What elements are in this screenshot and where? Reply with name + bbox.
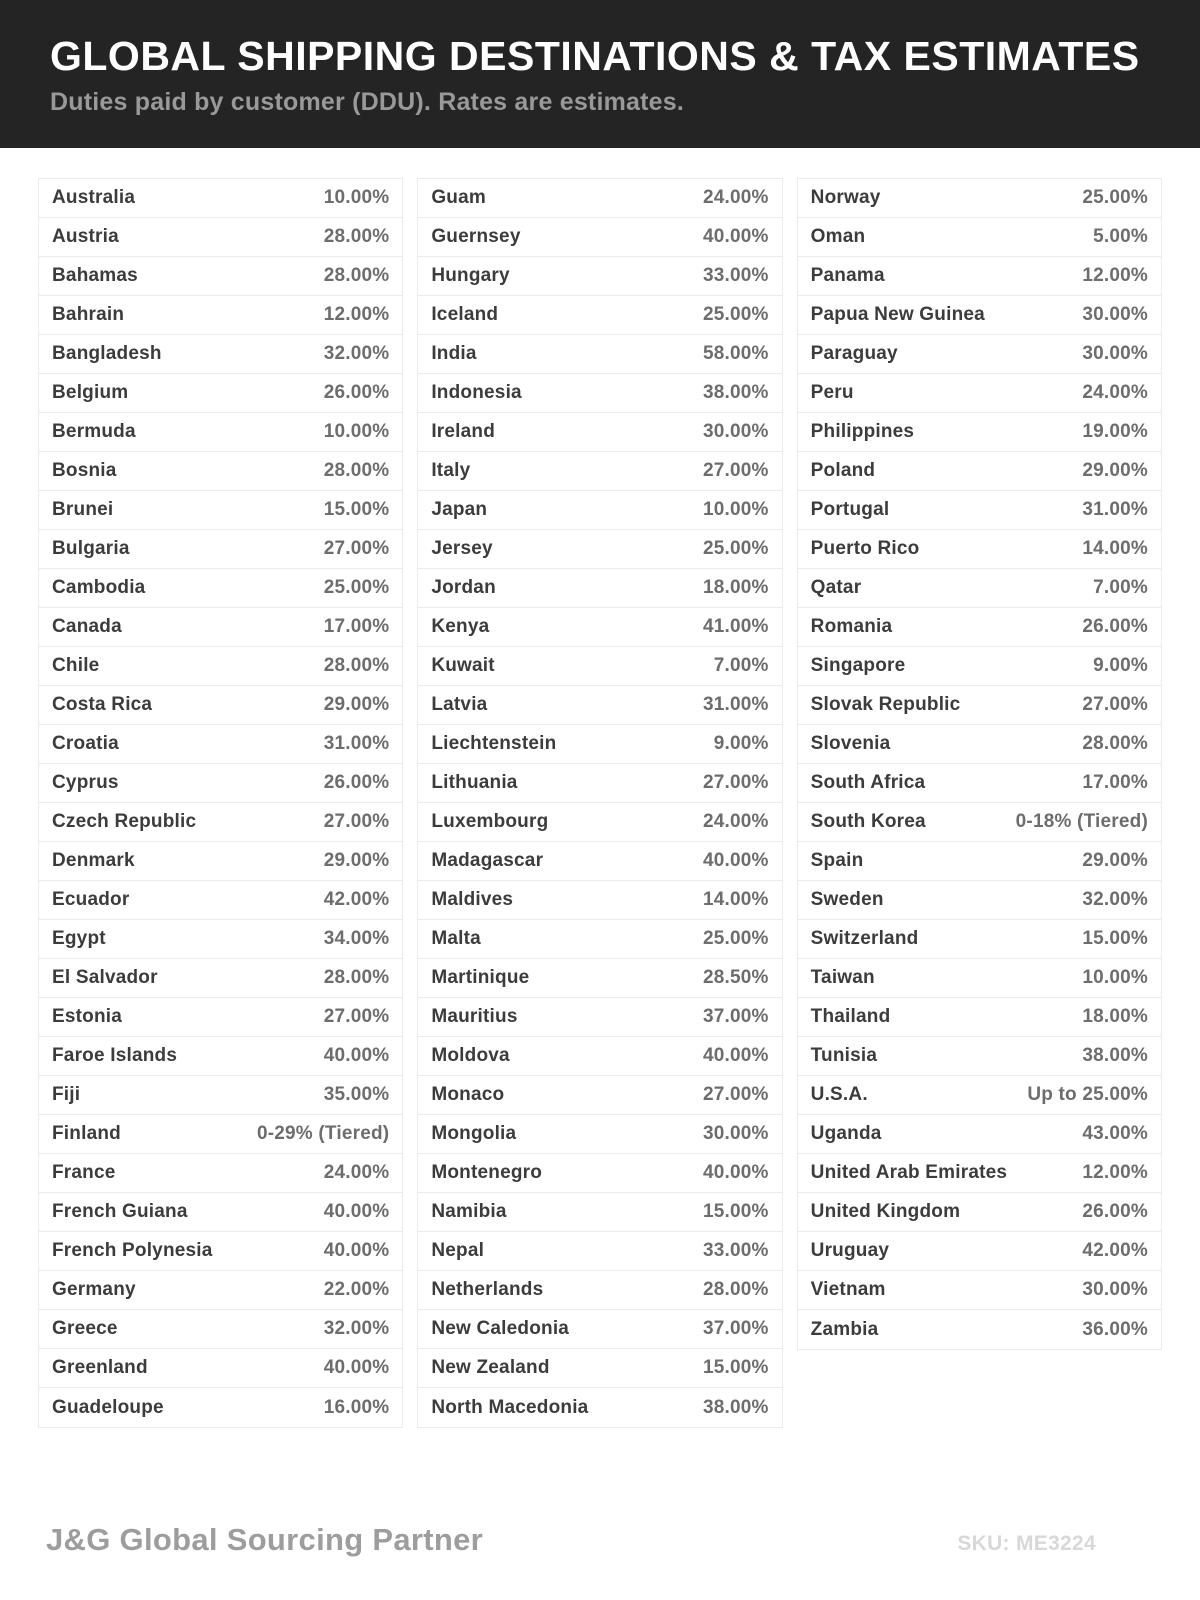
table-row <box>798 725 1161 764</box>
rate-value: 29.00% <box>323 694 390 715</box>
country-label: Norway <box>810 187 881 208</box>
rate-value: 17.00% <box>323 616 390 637</box>
country-label: Luxembourg <box>431 811 549 832</box>
country-label: Egypt <box>52 928 106 949</box>
country-label: Moldova <box>431 1045 510 1066</box>
sku-label: SKU: ME3224 <box>957 1532 1096 1555</box>
rate-value: 36.00% <box>1082 1318 1148 1340</box>
rate-value: 18.00% <box>1082 1006 1148 1027</box>
table-row <box>39 179 402 218</box>
table-row <box>798 413 1161 452</box>
table-row <box>418 296 781 335</box>
table-row <box>418 764 781 803</box>
table-row <box>39 1154 402 1193</box>
table-row <box>39 413 402 452</box>
rate-value: 40.00% <box>323 1240 390 1261</box>
country-label: Sweden <box>810 889 884 910</box>
country-label: Taiwan <box>810 967 875 988</box>
country-label: Cyprus <box>52 772 119 793</box>
country-label: Liechtenstein <box>431 733 557 754</box>
country-label: Austria <box>52 226 119 247</box>
table-row <box>39 491 402 530</box>
country-label: Lithuania <box>431 772 518 793</box>
country-label: Denmark <box>52 850 135 871</box>
table-row <box>418 452 781 491</box>
table-row <box>39 374 402 413</box>
table-row <box>798 803 1161 842</box>
rate-value: 26.00% <box>323 772 390 793</box>
country-label: Romania <box>810 616 893 637</box>
table-row <box>798 920 1161 959</box>
rate-value: 12.00% <box>323 304 390 325</box>
table-row <box>418 1232 781 1271</box>
rate-value: 10.00% <box>1082 967 1148 988</box>
country-label: Indonesia <box>431 382 522 403</box>
rate-value: 32.00% <box>323 343 390 364</box>
table-row <box>39 1115 402 1154</box>
table-row <box>418 881 781 920</box>
rate-value: 40.00% <box>323 1045 390 1066</box>
rate-value: 9.00% <box>713 733 769 754</box>
country-label: Philippines <box>810 421 915 442</box>
table-row <box>39 1193 402 1232</box>
rate-value: 30.00% <box>703 1123 769 1144</box>
country-label: New Caledonia <box>431 1318 570 1339</box>
country-label: Qatar <box>810 577 862 598</box>
country-label: Kuwait <box>431 655 495 676</box>
country-label: Mauritius <box>431 1006 518 1027</box>
rate-value: 24.00% <box>703 811 769 832</box>
table-row <box>39 725 402 764</box>
table-row <box>798 491 1161 530</box>
country-label: French Polynesia <box>52 1240 213 1261</box>
rate-value: 9.00% <box>1093 655 1148 676</box>
rate-value: 40.00% <box>703 1162 769 1183</box>
rate-value: 10.00% <box>703 499 769 520</box>
table-row <box>798 998 1161 1037</box>
rate-value: 30.00% <box>1082 304 1148 325</box>
table-row <box>39 608 402 647</box>
table-row <box>418 725 781 764</box>
country-label: Ecuador <box>52 889 130 910</box>
rate-value: 25.00% <box>703 538 769 559</box>
country-label: Madagascar <box>431 850 544 871</box>
rate-value: 27.00% <box>323 538 390 559</box>
rate-value: 40.00% <box>323 1201 390 1222</box>
table-row <box>798 842 1161 881</box>
country-label: Switzerland <box>810 928 919 949</box>
table-row <box>798 1232 1161 1271</box>
rate-value: 35.00% <box>323 1084 390 1105</box>
table-row <box>418 530 781 569</box>
table-row <box>798 335 1161 374</box>
table-row <box>39 530 402 569</box>
table-row <box>418 1154 781 1193</box>
rate-value: 28.00% <box>323 655 390 676</box>
country-label: Bulgaria <box>52 538 130 559</box>
rate-value: 10.00% <box>323 421 390 442</box>
table-row <box>39 1271 402 1310</box>
country-label: South Korea <box>810 811 926 832</box>
country-label: Kenya <box>431 616 490 637</box>
rate-value: 0-18% (Tiered) <box>1015 811 1148 832</box>
table-row <box>39 920 402 959</box>
country-label: Tunisia <box>810 1045 878 1066</box>
country-label: India <box>431 343 477 364</box>
table-row <box>39 1076 402 1115</box>
table-row <box>418 179 781 218</box>
rate-column <box>38 178 403 1428</box>
country-label: Germany <box>52 1279 136 1300</box>
table-row <box>39 1388 402 1427</box>
rate-value: 27.00% <box>703 460 769 481</box>
rate-value: 40.00% <box>703 226 769 247</box>
rate-value: 28.00% <box>323 265 390 286</box>
country-label: Nepal <box>431 1240 485 1261</box>
rate-value: 34.00% <box>323 928 390 949</box>
rate-value: 24.00% <box>323 1162 390 1183</box>
country-label: Paraguay <box>810 343 898 364</box>
table-row <box>798 179 1161 218</box>
table-row <box>798 686 1161 725</box>
table-row <box>418 413 781 452</box>
rate-value: 28.00% <box>1082 733 1148 754</box>
table-row <box>39 1310 402 1349</box>
rate-value: 33.00% <box>703 1240 769 1261</box>
country-label: Guernsey <box>431 226 521 247</box>
table-row <box>418 1076 781 1115</box>
table-row <box>798 647 1161 686</box>
table-row <box>418 998 781 1037</box>
rate-value: 33.00% <box>703 265 769 286</box>
rate-value: 25.00% <box>323 577 390 598</box>
table-row <box>418 1388 781 1427</box>
country-label: Uganda <box>810 1123 882 1144</box>
table-row <box>418 608 781 647</box>
country-label: Bosnia <box>52 460 117 481</box>
table-row <box>39 998 402 1037</box>
rate-value: 15.00% <box>703 1201 769 1222</box>
table-row <box>39 686 402 725</box>
country-label: Zambia <box>810 1318 879 1340</box>
country-label: Guam <box>431 187 486 208</box>
country-label: Guadeloupe <box>52 1396 164 1418</box>
country-label: Estonia <box>52 1006 123 1027</box>
table-row <box>418 959 781 998</box>
rate-value: 22.00% <box>323 1279 390 1300</box>
table-row <box>798 374 1161 413</box>
rate-value: 28.00% <box>323 967 390 988</box>
country-label: Vietnam <box>810 1279 886 1300</box>
country-label: Peru <box>810 382 854 403</box>
table-row <box>418 569 781 608</box>
rate-value: 38.00% <box>703 382 769 403</box>
country-label: Greece <box>52 1318 118 1339</box>
brand-name: J&G Global Sourcing Partner <box>46 1522 484 1557</box>
country-label: Singapore <box>810 655 906 676</box>
country-label: Malta <box>431 928 481 949</box>
country-label: El Salvador <box>52 967 158 988</box>
rate-value: 29.00% <box>1082 850 1148 871</box>
rate-value: 7.00% <box>713 655 769 676</box>
table-row <box>798 1037 1161 1076</box>
country-label: France <box>52 1162 116 1183</box>
rate-value: 15.00% <box>703 1357 769 1378</box>
rate-value: 30.00% <box>1082 343 1148 364</box>
country-label: United Kingdom <box>810 1201 961 1222</box>
country-label: Canada <box>52 616 122 637</box>
country-label: Netherlands <box>431 1279 544 1300</box>
rate-value: 42.00% <box>1082 1240 1148 1261</box>
rate-value: 42.00% <box>323 889 390 910</box>
country-label: Spain <box>810 850 864 871</box>
rate-value: 14.00% <box>703 889 769 910</box>
table-row <box>798 1193 1161 1232</box>
table-row <box>39 452 402 491</box>
table-row <box>798 1310 1161 1349</box>
rate-value: 32.00% <box>323 1318 390 1339</box>
country-label: Martinique <box>431 967 530 988</box>
rate-value: Up to 25.00% <box>1027 1084 1148 1105</box>
table-row <box>418 1037 781 1076</box>
country-label: Fiji <box>52 1084 81 1105</box>
rate-value: 38.00% <box>1082 1045 1148 1066</box>
table-row <box>798 1154 1161 1193</box>
country-label: Oman <box>810 226 866 247</box>
rate-value: 12.00% <box>1082 265 1148 286</box>
country-label: Bermuda <box>52 421 136 442</box>
country-label: Bangladesh <box>52 343 162 364</box>
rate-value: 27.00% <box>323 1006 390 1027</box>
table-row <box>418 1115 781 1154</box>
table-row <box>39 959 402 998</box>
table-row <box>418 335 781 374</box>
table-row <box>39 218 402 257</box>
table-row <box>39 647 402 686</box>
header-banner <box>0 0 1200 148</box>
table-row <box>418 803 781 842</box>
rate-value: 27.00% <box>1082 694 1148 715</box>
rate-value: 26.00% <box>323 382 390 403</box>
page-subtitle: Duties paid by customer (DDU). Rates are estimates. <box>50 88 685 117</box>
rate-value: 18.00% <box>703 577 769 598</box>
rate-value: 0-29% (Tiered) <box>256 1123 390 1144</box>
table-row <box>418 920 781 959</box>
table-row <box>798 569 1161 608</box>
rate-value: 16.00% <box>323 1396 390 1418</box>
country-label: Finland <box>52 1123 121 1144</box>
country-label: Uruguay <box>810 1240 890 1261</box>
table-row <box>39 257 402 296</box>
country-label: Brunei <box>52 499 114 520</box>
country-label: French Guiana <box>52 1201 188 1222</box>
country-label: Jersey <box>431 538 493 559</box>
country-label: Chile <box>52 655 100 676</box>
table-row <box>418 686 781 725</box>
rate-value: 43.00% <box>1082 1123 1148 1144</box>
rate-value: 17.00% <box>1082 772 1148 793</box>
rate-value: 10.00% <box>323 187 390 208</box>
table-row <box>798 881 1161 920</box>
rate-value: 28.00% <box>323 460 390 481</box>
rate-value: 40.00% <box>323 1357 390 1378</box>
rate-column <box>417 178 782 1428</box>
rate-value: 41.00% <box>703 616 769 637</box>
country-label: Bahrain <box>52 304 125 325</box>
rate-value: 38.00% <box>703 1396 769 1418</box>
footer <box>46 1522 1096 1558</box>
table-row <box>39 1349 402 1388</box>
table-row <box>798 1271 1161 1310</box>
country-label: Thailand <box>810 1006 891 1027</box>
country-label: South Africa <box>810 772 926 793</box>
rate-value: 24.00% <box>1082 382 1148 403</box>
country-label: Papua New Guinea <box>810 304 985 325</box>
country-label: Ireland <box>431 421 496 442</box>
rate-column <box>797 178 1162 1350</box>
table-row <box>798 296 1161 335</box>
rate-value: 19.00% <box>1082 421 1148 442</box>
table-row <box>418 842 781 881</box>
table-row <box>418 218 781 257</box>
rate-value: 40.00% <box>703 850 769 871</box>
table-row <box>39 1232 402 1271</box>
country-label: Slovak Republic <box>810 694 961 715</box>
rate-value: 58.00% <box>703 343 769 364</box>
country-label: Bahamas <box>52 265 138 286</box>
rate-value: 31.00% <box>323 733 390 754</box>
table-row <box>39 803 402 842</box>
rate-value: 26.00% <box>1082 616 1148 637</box>
country-label: Panama <box>810 265 885 286</box>
table-row <box>798 530 1161 569</box>
table-row <box>798 218 1161 257</box>
table-row <box>798 764 1161 803</box>
country-label: U.S.A. <box>810 1084 868 1105</box>
table-row <box>418 1349 781 1388</box>
table-row <box>418 647 781 686</box>
table-row <box>418 1271 781 1310</box>
country-label: Monaco <box>431 1084 505 1105</box>
rate-value: 32.00% <box>1082 889 1148 910</box>
table-row <box>418 1310 781 1349</box>
table-row <box>798 959 1161 998</box>
rate-value: 25.00% <box>703 928 769 949</box>
rate-value: 31.00% <box>703 694 769 715</box>
page-title: GLOBAL SHIPPING DESTINATIONS & TAX ESTIMATES <box>50 33 1140 79</box>
country-label: Hungary <box>431 265 510 286</box>
country-label: Italy <box>431 460 471 481</box>
rate-value: 15.00% <box>323 499 390 520</box>
table-row <box>798 608 1161 647</box>
rate-value: 30.00% <box>1082 1279 1148 1300</box>
rate-value: 28.00% <box>323 226 390 247</box>
rate-value: 14.00% <box>1082 538 1148 559</box>
table-row <box>418 1193 781 1232</box>
rate-value: 28.00% <box>703 1279 769 1300</box>
table-row <box>39 842 402 881</box>
country-label: Maldives <box>431 889 514 910</box>
rate-value: 37.00% <box>703 1006 769 1027</box>
rate-value: 29.00% <box>1082 460 1148 481</box>
country-label: Puerto Rico <box>810 538 920 559</box>
country-label: Montenegro <box>431 1162 543 1183</box>
rate-value: 5.00% <box>1093 226 1148 247</box>
rate-value: 15.00% <box>1082 928 1148 949</box>
rate-value: 25.00% <box>703 304 769 325</box>
rate-value: 40.00% <box>703 1045 769 1066</box>
country-label: Namibia <box>431 1201 507 1222</box>
table-row <box>418 374 781 413</box>
table-row <box>798 257 1161 296</box>
rate-value: 12.00% <box>1082 1162 1148 1183</box>
table-row <box>39 569 402 608</box>
country-label: Czech Republic <box>52 811 197 832</box>
rate-value: 27.00% <box>323 811 390 832</box>
rate-value: 25.00% <box>1082 187 1148 208</box>
country-label: Belgium <box>52 382 129 403</box>
rate-value: 27.00% <box>703 1084 769 1105</box>
table-row <box>39 764 402 803</box>
table-row <box>798 1115 1161 1154</box>
rate-value: 37.00% <box>703 1318 769 1339</box>
rates-table <box>38 178 1162 1428</box>
country-label: Greenland <box>52 1357 148 1378</box>
rate-value: 7.00% <box>1093 577 1148 598</box>
country-label: Faroe Islands <box>52 1045 178 1066</box>
table-row <box>39 1037 402 1076</box>
country-label: Iceland <box>431 304 499 325</box>
rate-value: 27.00% <box>703 772 769 793</box>
rate-value: 28.50% <box>703 967 769 988</box>
country-label: United Arab Emirates <box>810 1162 1008 1183</box>
table-row <box>798 1076 1161 1115</box>
country-label: Costa Rica <box>52 694 153 715</box>
table-row <box>418 491 781 530</box>
rate-value: 24.00% <box>703 187 769 208</box>
country-label: New Zealand <box>431 1357 550 1378</box>
country-label: Jordan <box>431 577 496 598</box>
country-label: Cambodia <box>52 577 146 598</box>
table-row <box>798 452 1161 491</box>
country-label: Australia <box>52 187 136 208</box>
country-label: North Macedonia <box>431 1396 589 1418</box>
rate-value: 29.00% <box>323 850 390 871</box>
rate-value: 31.00% <box>1082 499 1148 520</box>
country-label: Slovenia <box>810 733 891 754</box>
country-label: Poland <box>810 460 876 481</box>
table-row <box>418 257 781 296</box>
country-label: Portugal <box>810 499 890 520</box>
table-row <box>39 335 402 374</box>
country-label: Latvia <box>431 694 488 715</box>
rate-value: 30.00% <box>703 421 769 442</box>
country-label: Croatia <box>52 733 119 754</box>
table-row <box>39 881 402 920</box>
table-row <box>39 296 402 335</box>
country-label: Mongolia <box>431 1123 517 1144</box>
rate-value: 26.00% <box>1082 1201 1148 1222</box>
country-label: Japan <box>431 499 488 520</box>
